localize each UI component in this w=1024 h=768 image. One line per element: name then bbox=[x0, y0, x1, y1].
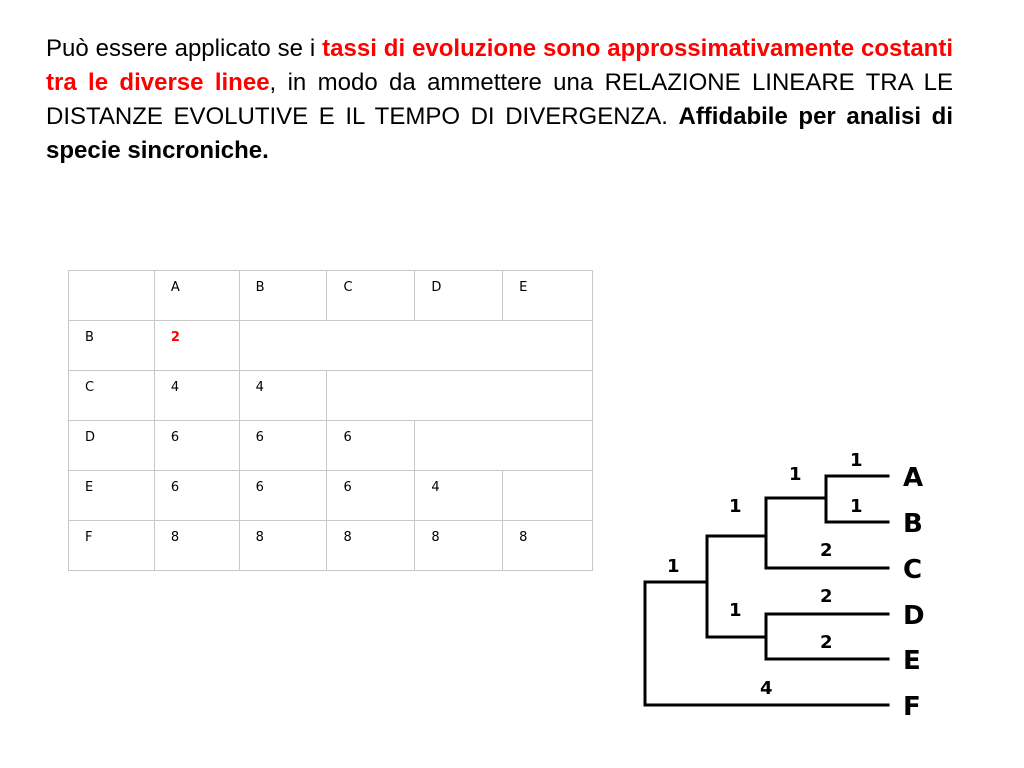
branch-length-label: 2 bbox=[820, 540, 833, 561]
table-header-cell: E bbox=[503, 271, 593, 321]
distance-cell: 8 bbox=[503, 521, 593, 571]
table-header-cell: B bbox=[239, 271, 327, 321]
table-row bbox=[69, 471, 593, 521]
table-corner-cell bbox=[69, 271, 155, 321]
row-label: C bbox=[69, 371, 155, 421]
branch-length-label: 1 bbox=[729, 496, 742, 517]
distance-cell: 6 bbox=[154, 421, 239, 471]
branch-length-label: 2 bbox=[820, 586, 833, 607]
branch-length-label: 1 bbox=[667, 556, 680, 577]
distance-cell: 8 bbox=[154, 521, 239, 571]
branch-length-label: 4 bbox=[760, 678, 773, 699]
phylogenetic-tree bbox=[620, 440, 940, 720]
table-header-row bbox=[69, 271, 593, 321]
distance-cell: 8 bbox=[327, 521, 415, 571]
row-label: F bbox=[69, 521, 155, 571]
table-header-cell: A bbox=[154, 271, 239, 321]
distance-cell: 4 bbox=[415, 471, 503, 521]
empty-cell bbox=[415, 421, 593, 471]
leaf-label-e: E bbox=[903, 646, 921, 676]
row-label: E bbox=[69, 471, 155, 521]
leaf-label-b: B bbox=[903, 509, 923, 539]
empty-cell bbox=[503, 471, 593, 521]
paragraph-intro: Può essere applicato se i bbox=[46, 35, 323, 62]
leaf-label-c: C bbox=[903, 555, 923, 585]
paragraph-middle: , in modo da ammettere una RELAZIONE LINEARE TRA LE DISTANZE EVOLUTIVE E IL TEMPO DI DIVERGENZA. bbox=[46, 69, 953, 130]
distance-cell: 6 bbox=[154, 471, 239, 521]
distance-cell: 6 bbox=[327, 471, 415, 521]
distance-cell: 8 bbox=[239, 521, 327, 571]
empty-cell bbox=[327, 371, 593, 421]
table-row bbox=[69, 371, 593, 421]
branch-length-label: 1 bbox=[729, 600, 742, 621]
leaf-label-d: D bbox=[903, 601, 925, 631]
distance-cell: 8 bbox=[415, 521, 503, 571]
branch-length-label: 1 bbox=[850, 450, 863, 471]
distance-cell: 4 bbox=[239, 371, 327, 421]
paragraph-conclusion: Affidabile per analisi di specie sincroniche. bbox=[46, 103, 953, 164]
table-header-cell: D bbox=[415, 271, 503, 321]
empty-cell bbox=[239, 321, 592, 371]
branch-length-label: 1 bbox=[850, 496, 863, 517]
row-label: B bbox=[69, 321, 155, 371]
distance-cell: 6 bbox=[239, 421, 327, 471]
branch-length-label: 1 bbox=[789, 464, 802, 485]
distance-matrix-table bbox=[68, 270, 593, 571]
table-row bbox=[69, 521, 593, 571]
row-label: D bbox=[69, 421, 155, 471]
leaf-label-a: A bbox=[903, 463, 924, 493]
distance-cell: 4 bbox=[154, 371, 239, 421]
paragraph-highlight: tassi di evoluzione sono approssimativamente costanti tra le diverse linee bbox=[46, 35, 954, 96]
leaf-label-f: F bbox=[903, 692, 921, 720]
distance-cell: 6 bbox=[239, 471, 327, 521]
slide-paragraph bbox=[46, 32, 953, 168]
distance-cell: 2 bbox=[154, 321, 239, 371]
branch-length-label: 2 bbox=[820, 632, 833, 653]
table-row bbox=[69, 421, 593, 471]
table-header-cell: C bbox=[327, 271, 415, 321]
table-row bbox=[69, 321, 593, 371]
distance-cell: 6 bbox=[327, 421, 415, 471]
